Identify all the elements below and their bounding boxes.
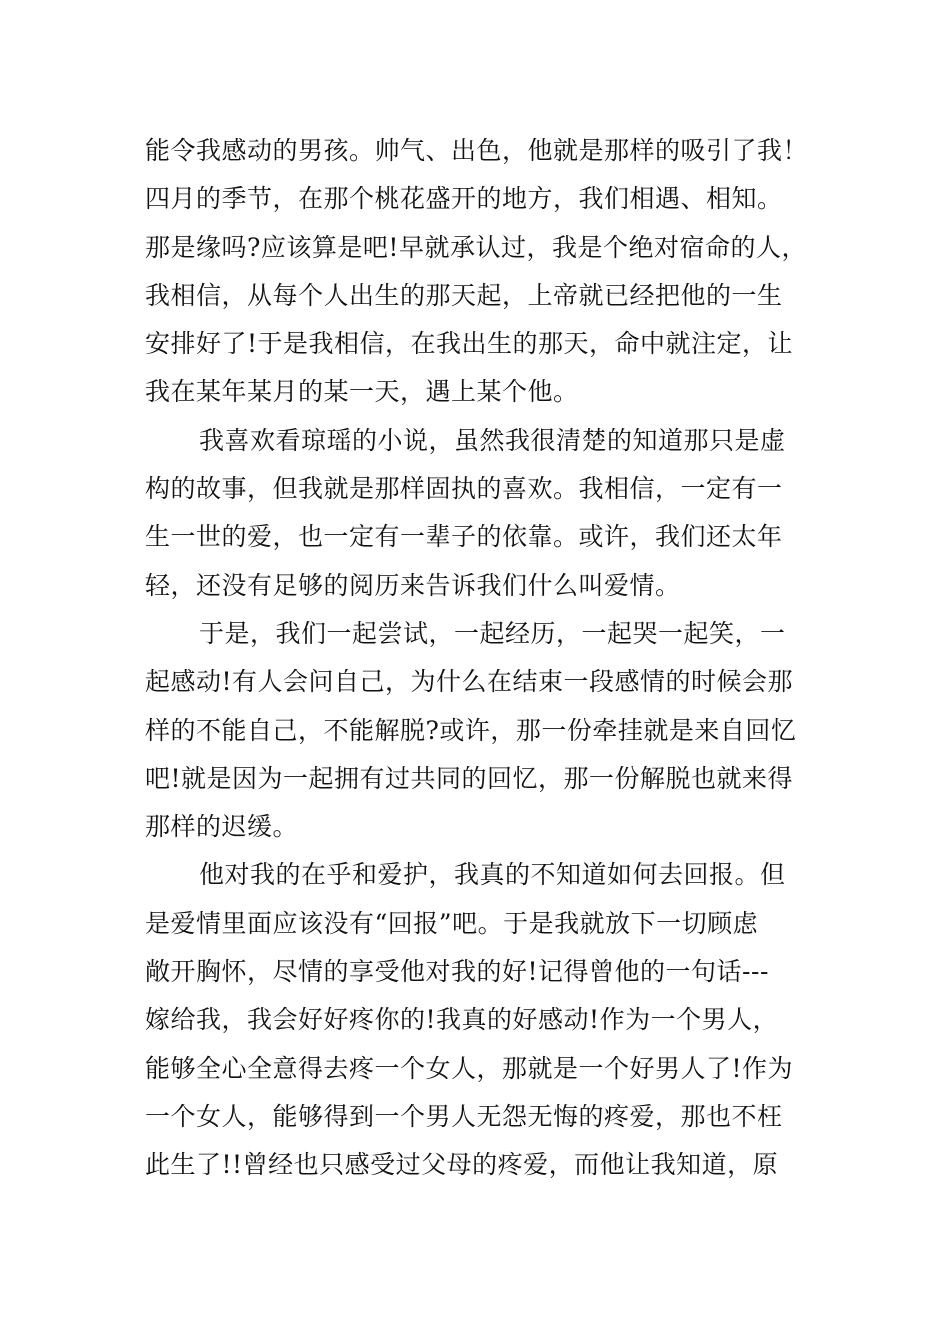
text-line: 那是缘吗?应该算是吧!早就承认过，我是个绝对宿命的人， — [145, 232, 807, 262]
text-line: 生一世的爱，也一定有一辈子的依靠。或许，我们还太年 — [145, 522, 783, 552]
text-line: 安排好了!于是我相信，在我出生的那天，命中就注定，让 — [145, 329, 794, 359]
text-line: 起感动!有人会问自己，为什么在结束一段感情的时候会那 — [145, 667, 794, 697]
paragraph-first-line: 他对我的在乎和爱护，我真的不知道如何去回报。但 — [199, 860, 786, 890]
text-line: 此生了!!曾经也只感受过父母的疼爱，而他让我知道，原 — [145, 1150, 779, 1180]
text-line: 敞开胸怀，尽情的享受他对我的好!记得曾他的一句话--- — [145, 957, 769, 987]
text-line: 那样的迟缓。 — [145, 812, 299, 842]
text-line: 是爱情里面应该没有“回报”吧。于是我就放下一切顾虑 — [145, 908, 759, 938]
text-line: 嫁给我，我会好好疼你的!我真的好感动!作为一个男人， — [145, 1005, 779, 1035]
text-line: 吧!就是因为一起拥有过共同的回忆，那一份解脱也就来得 — [145, 763, 794, 793]
text-line: 我相信，从每个人出生的那天起，上帝就已经把他的一生 — [145, 280, 783, 310]
body-text — [145, 127, 809, 1190]
paragraph-first-line: 我喜欢看琼瑶的小说，虽然我很清楚的知道那只是虚 — [199, 425, 786, 455]
text-line: 我在某年某月的某一天，遇上某个他。 — [145, 377, 579, 407]
text-line: 能令我感动的男孩。帅气、出色，他就是那样的吸引了我！ — [145, 136, 809, 165]
text-line: 轻，还没有足够的阅历来告诉我们什么叫爱情。 — [145, 570, 681, 600]
paragraph-first-line: 于是，我们一起尝试，一起经历，一起哭一起笑，一 — [199, 618, 786, 648]
text-line: 样的不能自己，不能解脱?或许，那一份牵挂就是来自回忆 — [145, 715, 797, 745]
text-line: 构的故事，但我就是那样固执的喜欢。我相信，一定有一 — [145, 474, 783, 504]
text-line: 一个女人，能够得到一个男人无怨无悔的疼爱，那也不枉 — [145, 1101, 783, 1131]
text-line: 能够全心全意得去疼一个女人，那就是一个好男人了!作为 — [145, 1053, 794, 1083]
text-line: 四月的季节，在那个桃花盛开的地方，我们相遇、相知。 — [145, 184, 783, 214]
